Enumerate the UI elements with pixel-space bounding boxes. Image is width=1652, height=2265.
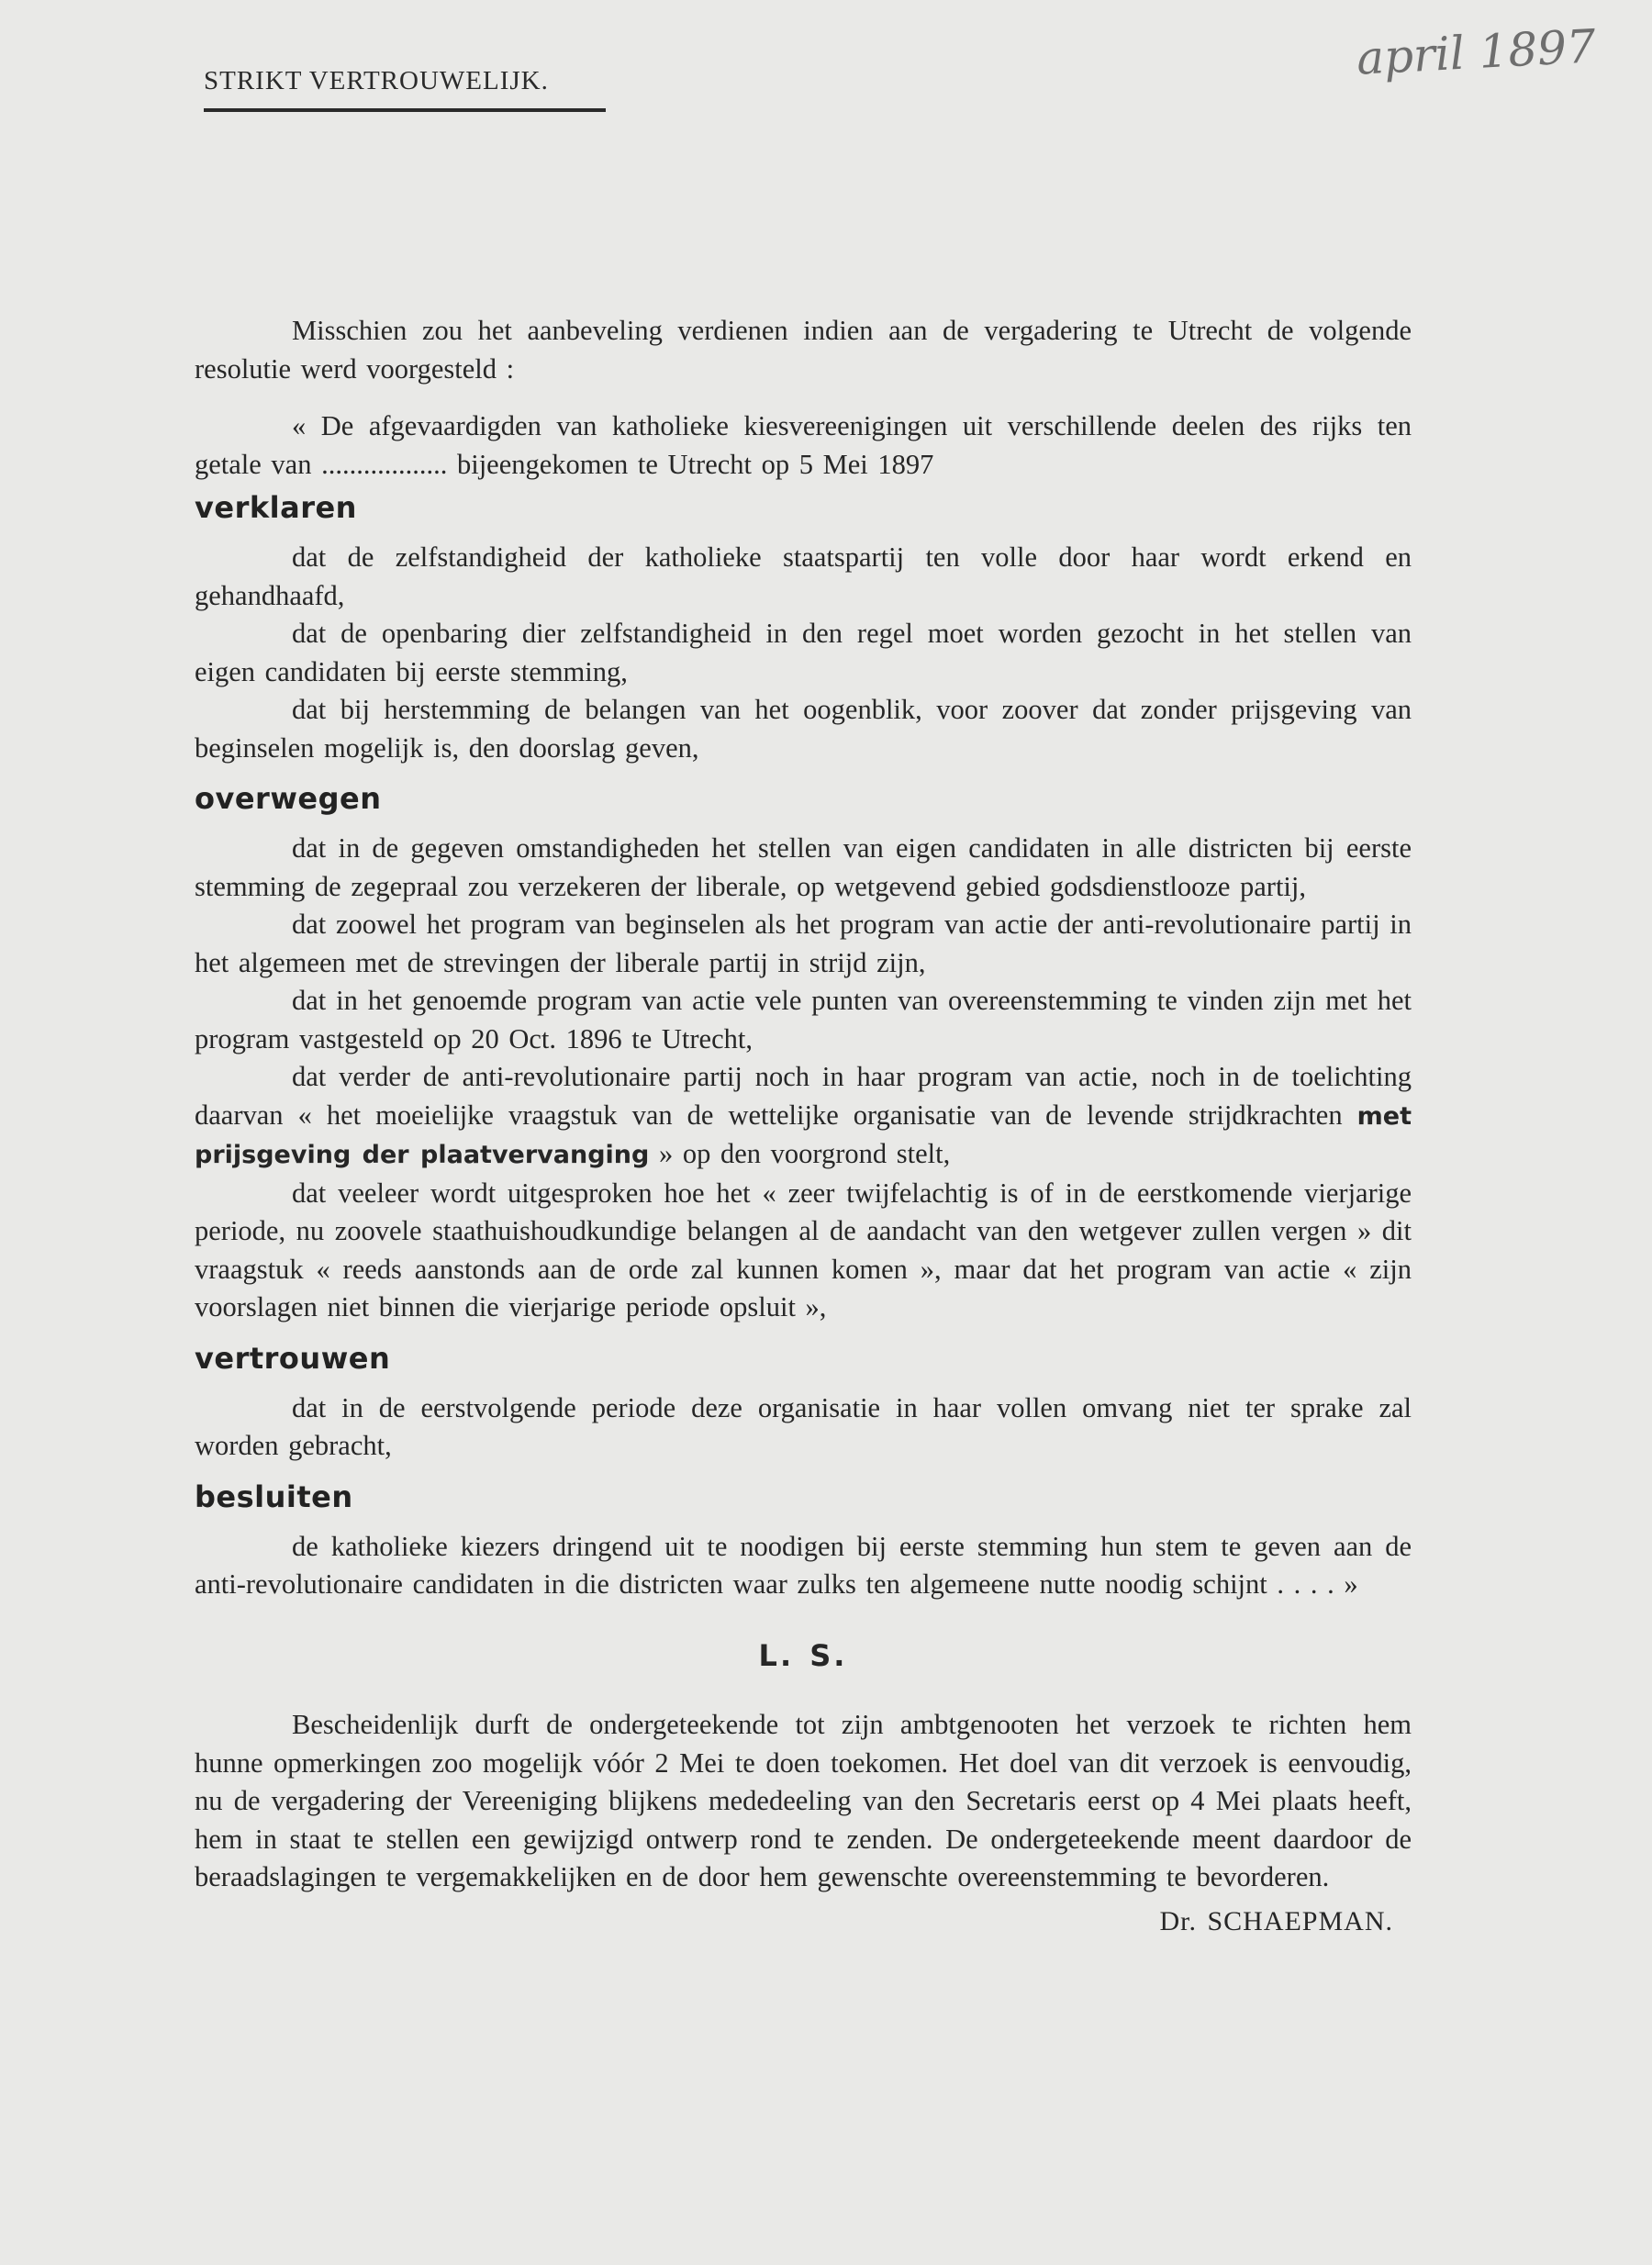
overwegen-clause-1: dat in de gegeven omstandigheden het stellen van eigen candidaten in alle districten bij eerste stemming de zegepraal zou verzekeren der liberale, op wetgevend gebied godsdienstlooze partij, xyxy=(195,832,1412,902)
keyword-vertrouwen: vertrouwen xyxy=(195,1340,391,1376)
keyword-overwegen: overwegen xyxy=(195,781,382,816)
ls-heading: L. S. xyxy=(758,1637,848,1673)
vertrouwen-clause: dat in de eerstvolgende periode deze organisatie in haar vollen omvang niet ter sprake zal worden gebracht, xyxy=(195,1391,1412,1461)
confidential-header: STRIKT VERTROUWELIJK. xyxy=(204,66,549,95)
overwegen-clause-5: dat veeleer wordt uitgesproken hoe het « zeer twijfelachtig is of in de eerstkomende vierjarige periode, nu zoovele staathuishoudkundige belangen al de aandacht van den wetgever zullen vergen » dit vraagstuk « reeds aanstonds aan de orde zal kunnen komen », maar dat het program van actie « zijn voorslagen niet binnen die vierjarige periode opsluit », xyxy=(195,1177,1412,1322)
overwegen-clause-4 xyxy=(195,1058,1412,1175)
overwegen-clause-2: dat zoowel het program van beginselen als het program van actie der anti-revolutionaire partij in het algemeen met de strevingen der liberale partij in strijd zijn, xyxy=(195,909,1412,978)
overwegen-clause-3: dat in het genoemde program van actie vele punten van overeenstemming te vinden zijn met het program vastgesteld op 20 Oct. 1896 te Utrecht, xyxy=(195,985,1412,1054)
clause4-text-b: » op den voorgrond stelt, xyxy=(658,1138,951,1169)
document-body xyxy=(195,312,1412,1940)
verklaren-clause-2: dat de openbaring dier zelfstandigheid in den regel moet worden gezocht in het stellen van eigen candidaten bij eerste stemming, xyxy=(195,618,1412,687)
verklaren-clause-1: dat de zelfstandigheid der katholieke staatspartij ten volle door haar wordt erkend en gehandhaafd, xyxy=(195,541,1412,611)
verklaren-clause-3: dat bij herstemming de belangen van het oogenblik, voor zoover dat zonder prijsgeving van beginselen mogelijk is, den doorslag geven, xyxy=(195,694,1412,764)
keyword-verklaren: verklaren xyxy=(195,490,357,525)
clause4-text-a: dat verder de anti-revolutionaire partij noch in haar program van actie, noch in de toelichting daarvan « het moeielijke vraagstuk van de wettelijke organisatie van de levende strijdkrachten xyxy=(195,1061,1412,1131)
closing-paragraph: Bescheidenlijk durft de ondergeteekende tot zijn ambtgenooten het verzoek te richten hem hunne opmerkingen zoo mogelijk vóór 2 Mei te doen toekomen. Het doel van dit verzoek is eenvoudig, nu de vergadering der Vereeniging blijkens mededeeling van den Secretaris eerst op 4 Mei plaats heeft, hem in staat te stellen een gewijzigd ontwerp rond te zenden. De ondergeteekende meent daardoor de beraadslagingen te vergemakkelijken en de door hem gewenschte overeenstemming te bevorderen. xyxy=(195,1709,1412,1892)
clause4-bold-text: met prijsgeving der plaatvervanging xyxy=(195,1101,1412,1169)
resolution-opening: « De afgevaardigden van katholieke kiesvereenigingen uit verschillende deelen des rijks ten getale van .................. bijeengekomen te Utrecht op 5 Mei 1897 xyxy=(195,410,1412,480)
besluiten-clause: de katholieke kiezers dringend uit te noodigen bij eerste stemming hun stem te geven aan de anti-revolutionaire candidaten in die districten waar zulks ten algemeene nutte noodig schijnt . . . . » xyxy=(195,1530,1412,1600)
signature: Dr. SCHAEPMAN. xyxy=(1159,1905,1393,1936)
keyword-besluiten: besluiten xyxy=(195,1478,353,1514)
header-underline xyxy=(204,108,606,112)
intro-paragraph: Misschien zou het aanbeveling verdienen indien aan de vergadering te Utrecht de volgende resolutie werd voorgesteld : xyxy=(195,315,1412,385)
handwritten-date: april 1897 xyxy=(1355,19,1598,85)
